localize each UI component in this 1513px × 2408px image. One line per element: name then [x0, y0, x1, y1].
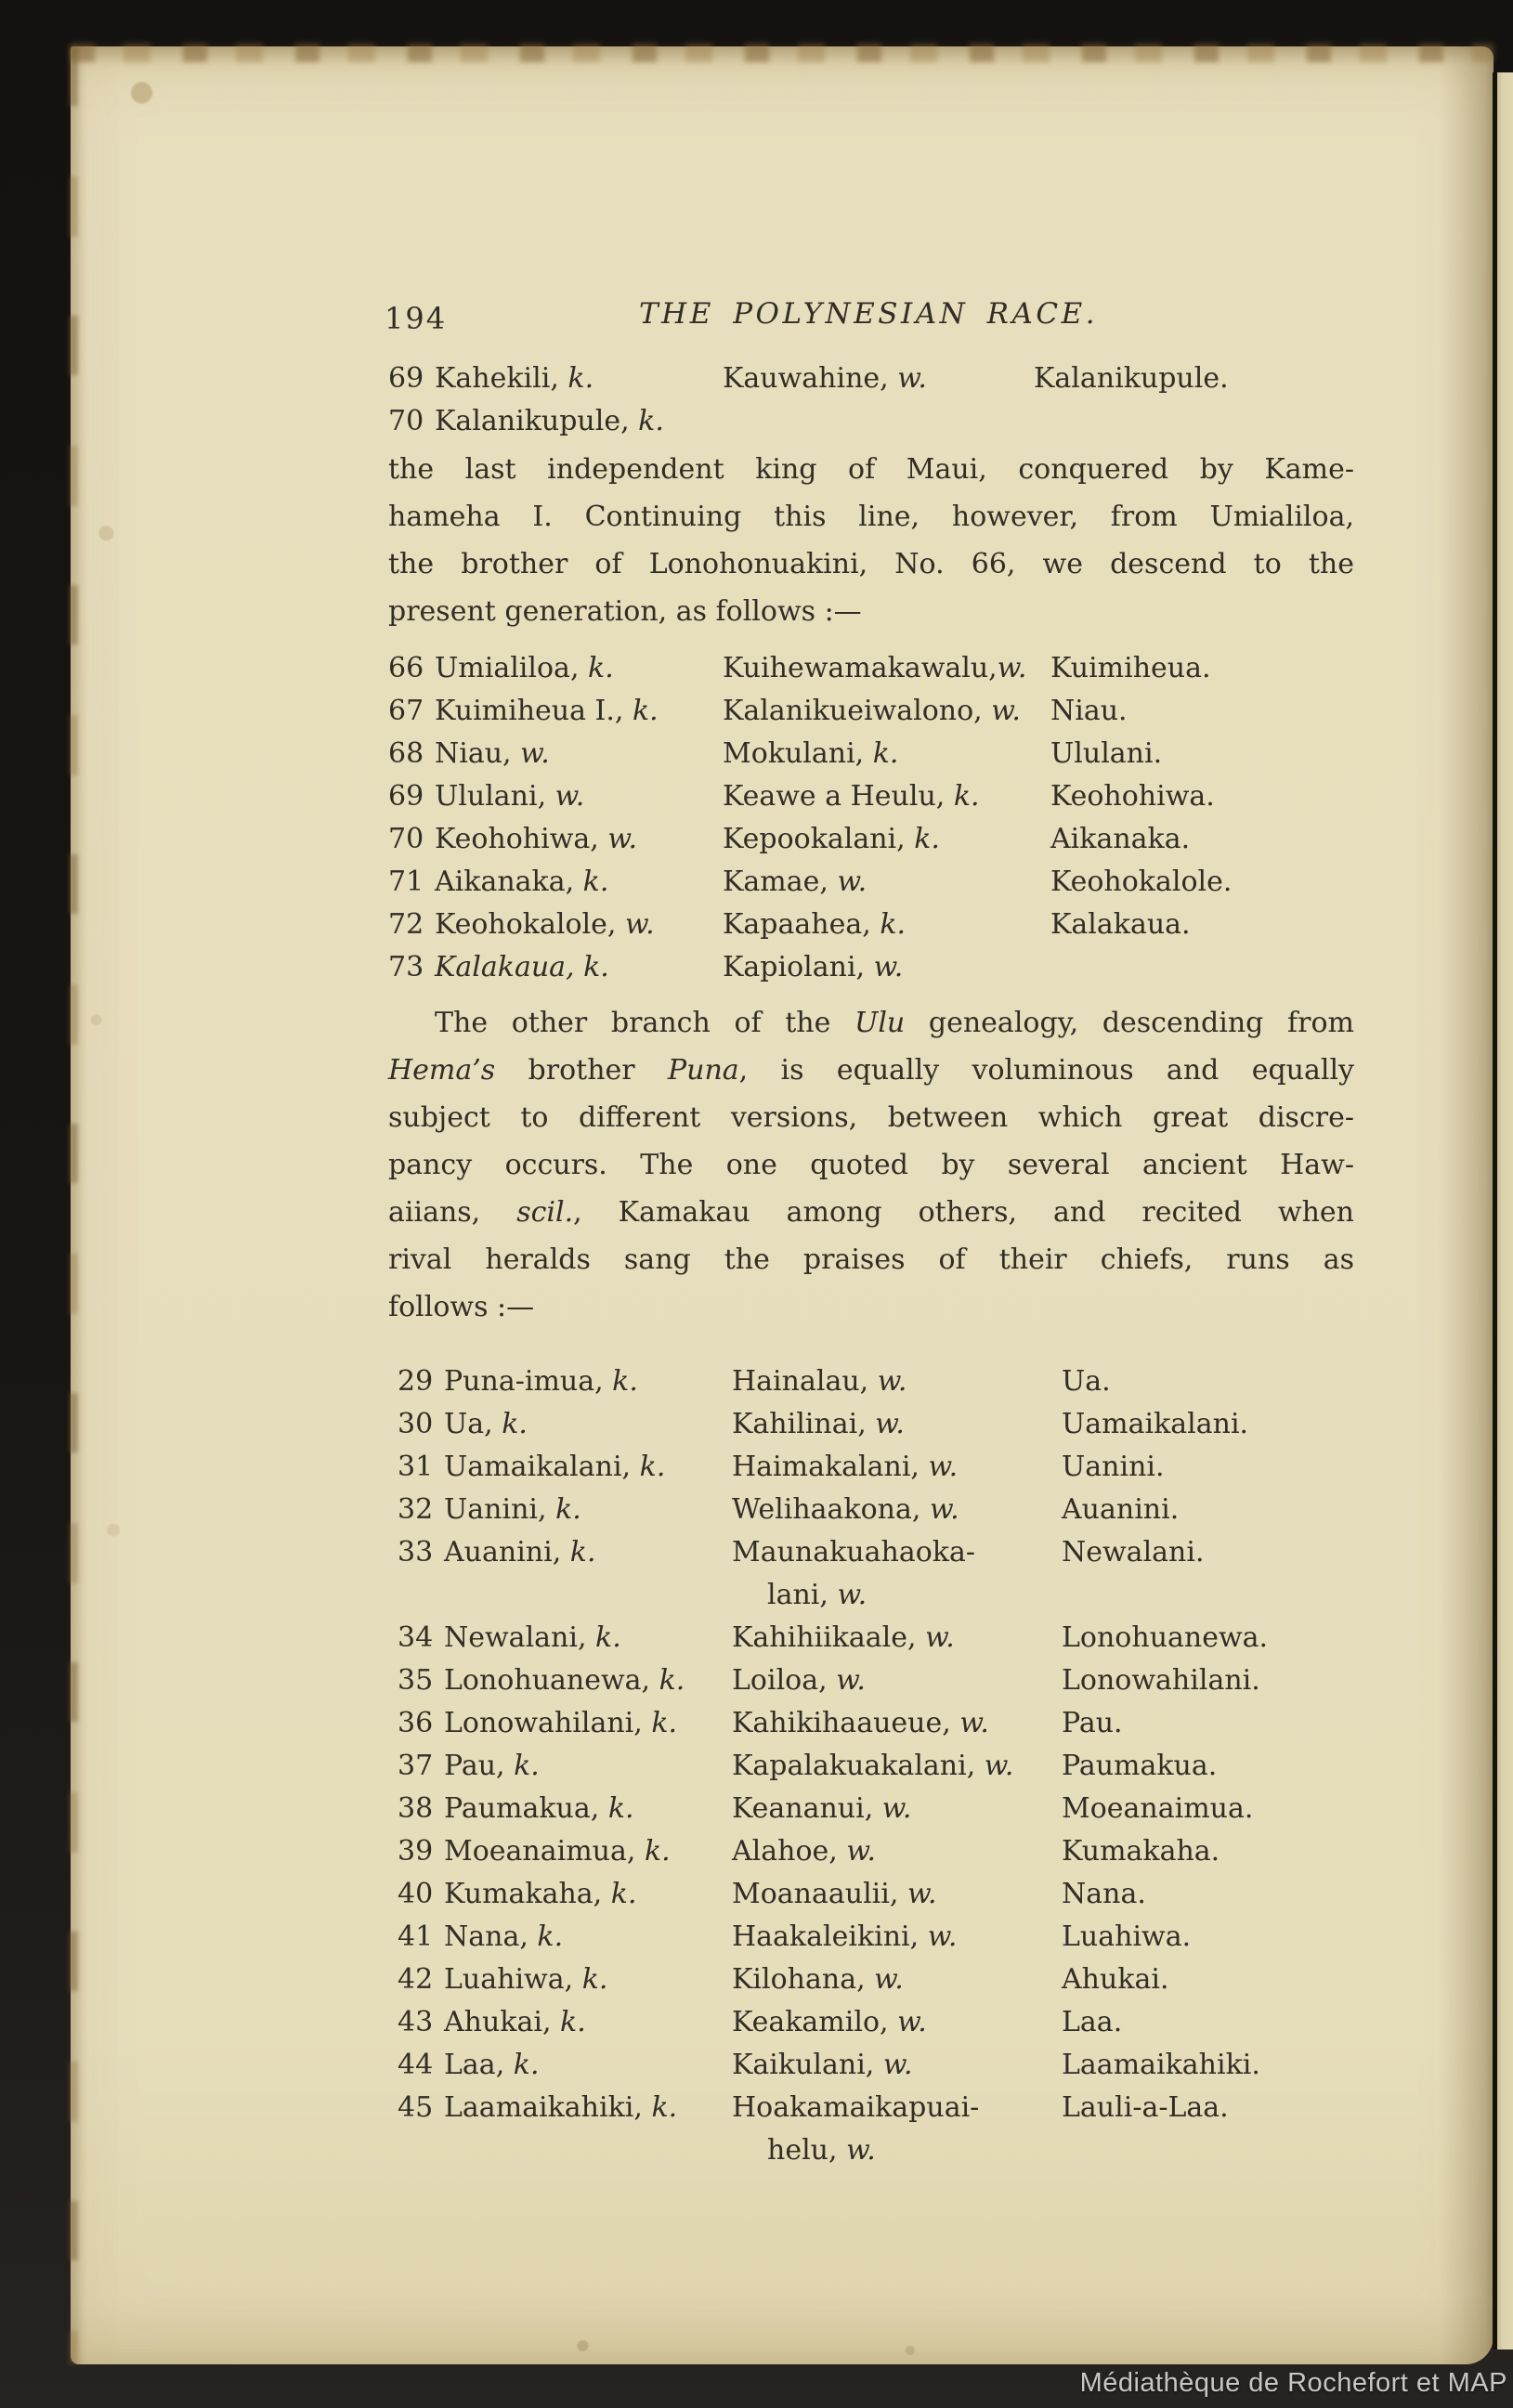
- text-segment: scil.: [516, 1196, 574, 1229]
- row-number: 32: [398, 1493, 434, 1526]
- child-cell: Keohohiwa.: [1050, 780, 1215, 813]
- text-segment: Hema’s: [388, 1054, 496, 1087]
- person-cell: Lonohuanewa, k.: [444, 1664, 685, 1697]
- person-cell: Nana, k.: [444, 1920, 564, 1953]
- paragraph-ulu-genealogy: [388, 999, 1354, 1331]
- spouse-cell: Maunakuahaoka-: [732, 1536, 975, 1568]
- spouse-cell: Keawe a Heulu, k.: [723, 780, 980, 813]
- person-cell: Keohokalole, w.: [435, 908, 655, 941]
- child-cell: Kuimiheua.: [1050, 652, 1211, 684]
- text-line: [388, 1283, 1354, 1331]
- spouse-cell: Hoakamaikapuai-: [732, 2091, 980, 2124]
- row-number: 31: [398, 1451, 434, 1483]
- child-cell: Ua.: [1062, 1365, 1111, 1398]
- row-number: 34: [398, 1621, 434, 1654]
- running-header: THE POLYNESIAN RACE.: [639, 297, 1099, 331]
- person-cell: Kuimiheua I., k.: [435, 695, 659, 727]
- text-segment: brother: [495, 1054, 668, 1087]
- spouse-cell: Alahoe, w.: [732, 1835, 877, 1868]
- text-segment: pancy occurs. The one quoted by several ancient Haw-: [388, 1149, 1354, 1181]
- person-cell: Umialiloa, k.: [435, 652, 614, 684]
- child-cell: Uanini.: [1062, 1451, 1165, 1483]
- row-number: 44: [398, 2049, 434, 2081]
- child-cell: Kalakaua.: [1050, 908, 1191, 941]
- spouse-cell: [723, 403, 1034, 446]
- person-cell: Laa, k.: [444, 2049, 540, 2081]
- spouse-cell: Keakamilo, w.: [732, 2006, 927, 2038]
- child-cell: Moeanaimua.: [1062, 1792, 1254, 1825]
- child-cell: Lonohuanewa.: [1062, 1621, 1269, 1654]
- row-number: 37: [398, 1750, 434, 1782]
- child-cell: [1062, 1577, 1285, 1620]
- text-segment: The other branch of the: [435, 1007, 855, 1039]
- person-cell: Lonowahilani, k.: [444, 1707, 678, 1739]
- intro-genealogy-rows: [388, 360, 1238, 446]
- row-number: 45: [398, 2091, 434, 2124]
- child-cell: Newalani.: [1062, 1536, 1205, 1568]
- spouse-cell: Kaikulani, w.: [732, 2049, 913, 2081]
- child-cell: Ululani.: [1050, 737, 1163, 770]
- text-segment: subject to different versions, between which great discre-: [388, 1101, 1354, 1134]
- text-segment: the brother of Lonohonuakini, No. 66, we descend to the: [388, 548, 1354, 580]
- spouse-cell: Kilohana, w.: [732, 1963, 904, 1996]
- text-segment: follows :—: [388, 1291, 535, 1323]
- person-cell: Uanini, k.: [444, 1493, 581, 1526]
- person-cell: Ahukai, k.: [444, 2006, 586, 2038]
- row-number: 36: [398, 1707, 434, 1739]
- text-line: [388, 446, 1354, 493]
- child-cell: Aikanaka.: [1050, 823, 1191, 855]
- spouse-cell: Kapaahea, k.: [723, 908, 906, 941]
- row-number: 30: [398, 1408, 434, 1440]
- row-number: 42: [398, 1963, 434, 1996]
- library-watermark: Médiathèque de Rochefort et MAP: [1079, 2368, 1507, 2398]
- spouse-cell: Kapalakuakalani, w.: [732, 1750, 1014, 1782]
- row-number: 35: [398, 1664, 434, 1697]
- spouse-cell: Kauwahine, w.: [723, 362, 927, 395]
- row-number: 69: [388, 362, 424, 395]
- row-number: 66: [388, 652, 424, 684]
- text-segment: the last independent king of Maui, conquered by Kame-: [388, 453, 1354, 486]
- spouse-cell: Haakaleikini, w.: [732, 1920, 958, 1953]
- person-cell: Paumakua, k.: [444, 1792, 634, 1825]
- row-number: [398, 2132, 444, 2175]
- child-cell: Keohokalole.: [1050, 866, 1233, 898]
- row-number: 29: [398, 1365, 434, 1398]
- person-cell: Aikanaka, k.: [435, 866, 609, 898]
- person-cell: Moeanaimua, k.: [444, 1835, 671, 1868]
- child-cell: Laa.: [1062, 2006, 1123, 2038]
- text-segment: Ulu: [854, 1007, 906, 1039]
- person-cell: Puna-imua, k.: [444, 1365, 638, 1398]
- text-segment: rival heralds sang the praises of their chiefs, runs as: [388, 1243, 1354, 1276]
- row-number: 38: [398, 1792, 434, 1825]
- child-cell: Kalanikupule.: [1034, 362, 1229, 395]
- text-segment: , Kamakau among others, and recited when: [573, 1196, 1354, 1229]
- person-cell: Ua, k.: [444, 1408, 528, 1440]
- spouse-cell: Hainalau, w.: [732, 1365, 907, 1398]
- child-cell: Lonowahilani.: [1062, 1664, 1260, 1697]
- row-number: 69: [388, 780, 424, 813]
- person-cell: Ululani, w.: [435, 780, 585, 813]
- spouse-cell: Moanaaulii, w.: [732, 1878, 937, 1910]
- child-cell: Niau.: [1050, 695, 1128, 727]
- row-number: [398, 1577, 444, 1620]
- spouse-cell: Loiloa, w.: [732, 1664, 866, 1697]
- book-page: [71, 46, 1493, 2364]
- spouse-cell: helu, w.: [767, 2134, 876, 2167]
- row-number: 41: [398, 1920, 434, 1953]
- text-segment: present generation, as follows :—: [388, 595, 862, 628]
- row-number: 43: [398, 2006, 434, 2038]
- child-cell: [1062, 2132, 1285, 2175]
- row-number: 72: [388, 908, 424, 941]
- spouse-cell: Kahihiikaale, w.: [732, 1621, 955, 1654]
- text-segment: aiians,: [388, 1196, 517, 1229]
- next-page-edge: [1493, 72, 1513, 2349]
- person-cell: Luahiwa, k.: [444, 1963, 608, 1996]
- person-cell: Uamaikalani, k.: [444, 1451, 666, 1483]
- person-cell: [444, 2132, 732, 2175]
- spouse-cell: Keananui, w.: [732, 1792, 912, 1825]
- row-number: 39: [398, 1835, 434, 1868]
- person-cell: Auanini, k.: [444, 1536, 596, 1568]
- row-number: 73: [388, 951, 424, 983]
- text-line: [388, 1189, 1354, 1236]
- spouse-cell: Kahikihaaueue, w.: [732, 1707, 989, 1739]
- person-cell: Kalanikupule, k.: [435, 405, 664, 437]
- row-number: 68: [388, 737, 424, 770]
- row-number: 67: [388, 695, 424, 727]
- text-line: [388, 1047, 1354, 1094]
- text-segment: hameha I. Continuing this line, however, from Umialiloa,: [388, 501, 1354, 533]
- child-cell: Kumakaha.: [1062, 1835, 1220, 1868]
- text-line: [388, 493, 1354, 540]
- child-cell: Paumakua.: [1062, 1750, 1218, 1782]
- spouse-cell: Mokulani, k.: [723, 737, 899, 770]
- person-cell: Kumakaha, k.: [444, 1878, 637, 1910]
- person-cell: Pau, k.: [444, 1750, 540, 1782]
- row-number: 40: [398, 1878, 434, 1910]
- text-line: [388, 1141, 1354, 1189]
- genealogy-table-puna: [398, 1363, 1285, 2175]
- child-cell: Uamaikalani.: [1062, 1408, 1249, 1440]
- spouse-cell: Welihaakona, w.: [732, 1493, 959, 1526]
- child-cell: Lauli-a-Laa.: [1062, 2091, 1229, 2124]
- deckled-left-edge: [69, 46, 78, 2364]
- text-line: [388, 1236, 1354, 1283]
- spouse-cell: Kapiolani, w.: [723, 951, 904, 983]
- text-line: [388, 588, 1354, 635]
- child-cell: Nana.: [1062, 1878, 1146, 1910]
- person-cell: Newalani, k.: [444, 1621, 621, 1654]
- spouse-cell: Kahilinai, w.: [732, 1408, 905, 1440]
- child-cell: Laamaikahiki.: [1062, 2049, 1260, 2081]
- child-cell: [1050, 949, 1273, 992]
- page-number: 194: [385, 301, 448, 336]
- person-cell: Keohohiwa, w.: [435, 823, 638, 855]
- spouse-cell: lani, w.: [767, 1579, 867, 1611]
- genealogy-table-umialiloa: [388, 650, 1273, 992]
- person-cell: Niau, w.: [435, 737, 550, 770]
- spouse-cell: Kalanikueiwalono, w.: [723, 695, 1021, 727]
- deckled-top-edge: [71, 44, 1493, 62]
- text-segment: Puna: [667, 1054, 739, 1087]
- spouse-cell: Kamae, w.: [723, 866, 867, 898]
- person-cell: Laamaikahiki, k.: [444, 2091, 678, 2124]
- child-cell: Ahukai.: [1062, 1963, 1169, 1996]
- person-cell: Kalakaua, k.: [435, 951, 609, 983]
- row-number: 71: [388, 866, 424, 898]
- spouse-cell: Kuihewamakawalu,w.: [723, 652, 1027, 684]
- text-line: [388, 540, 1354, 588]
- spouse-cell: Kepookalani, k.: [723, 823, 940, 855]
- row-number: 70: [388, 823, 424, 855]
- child-cell: Pau.: [1062, 1707, 1123, 1739]
- person-cell: [444, 1577, 732, 1620]
- row-number: 70: [388, 405, 424, 437]
- child-cell: Luahiwa.: [1062, 1920, 1192, 1953]
- paragraph-maui-kings: [388, 446, 1354, 635]
- child-cell: Auanini.: [1062, 1493, 1180, 1526]
- row-number: 33: [398, 1536, 434, 1568]
- person-cell: Kahekili, k.: [435, 362, 594, 395]
- text-line: [388, 999, 1354, 1047]
- text-segment: genealogy, descending from: [905, 1007, 1354, 1039]
- text-segment: , is equally voluminous and equally: [738, 1054, 1354, 1087]
- child-cell: [1034, 403, 1238, 446]
- spouse-cell: Haimakalani, w.: [732, 1451, 959, 1483]
- text-line: [388, 1094, 1354, 1141]
